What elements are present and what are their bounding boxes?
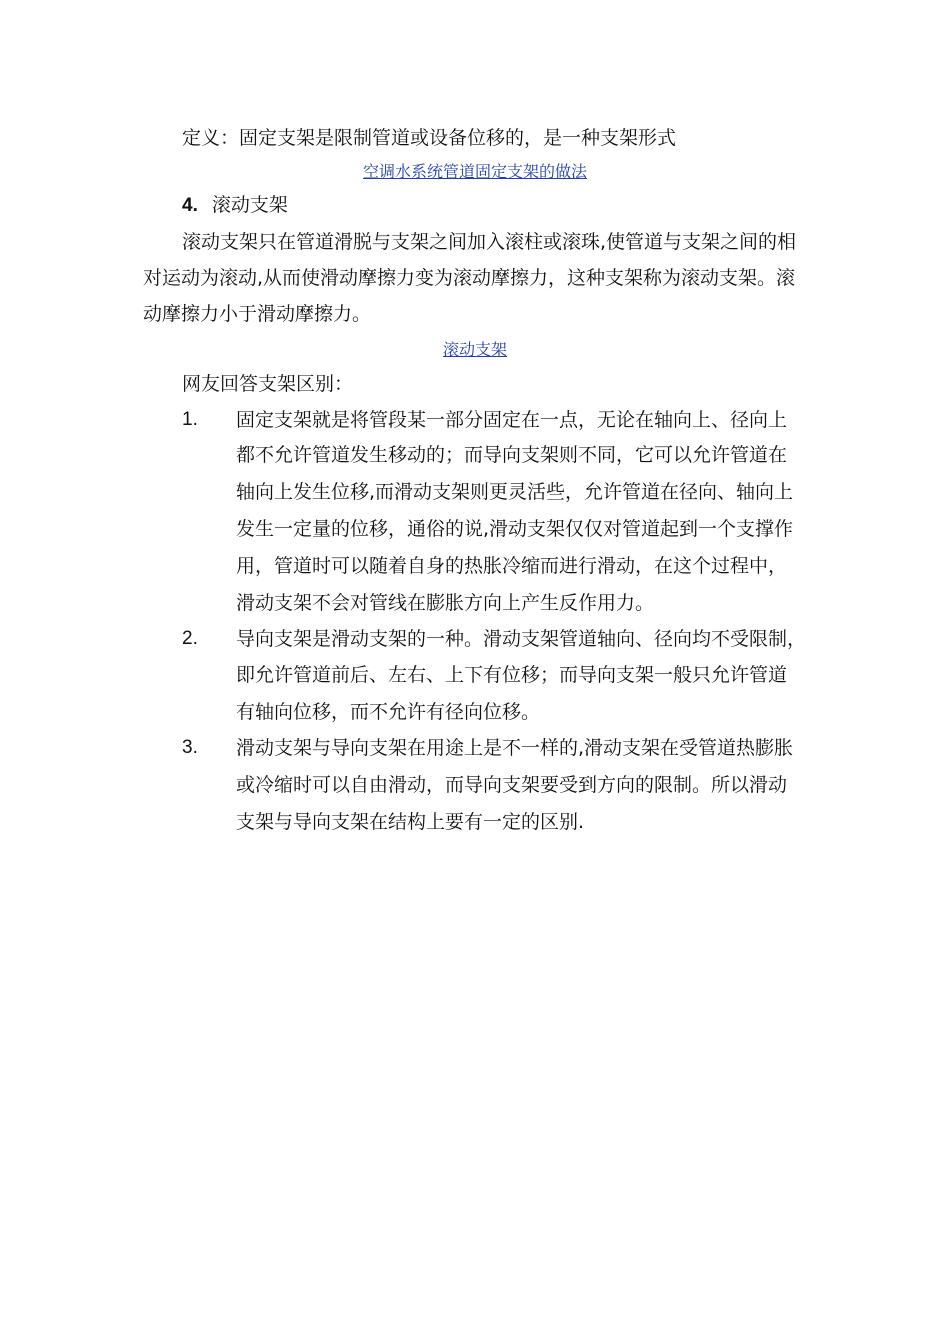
list-item-line: 导向支架是滑动支架的一种。滑动支架管道轴向、径向均不受限制， xyxy=(236,628,807,650)
list-item-line: 支架与导向支架在结构上要有一定的区别. xyxy=(236,811,585,833)
paragraph-line: 对运动为滚动,从而使滑动摩擦力变为滚动摩擦力，这种支架称为滚动支架。滚 xyxy=(143,267,796,289)
list-item-line: 或冷缩时可以自由滑动，而导向支架要受到方向的限制。所以滑动 xyxy=(236,774,788,796)
list-item-line: 有轴向位移，而不允许有径向位移。 xyxy=(236,701,541,723)
list-item-line: 轴向上发生位移,而滑动支架则更灵活些，允许管道在径向、轴向上 xyxy=(236,481,794,503)
section-title: 滚动支架 xyxy=(211,194,288,216)
list-number: 2. xyxy=(182,628,198,649)
definition-text: 定义：固定支架是限制管道或设备位移的，是一种支架形式 xyxy=(182,127,677,149)
list-item-line: 滑动支架与导向支架在用途上是不一样的,滑动支架在受管道热膨胀 xyxy=(236,737,794,759)
list-number: 3. xyxy=(182,737,198,758)
list-item-line: 滑动支架不会对管线在膨胀方向上产生反作用力。 xyxy=(236,592,655,614)
list-item-line: 都不允许管道发生移动的；而导向支架则不同，它可以允许管道在 xyxy=(236,444,788,466)
paragraph-line: 动摩擦力小于滑动摩擦力。 xyxy=(143,303,372,325)
fixed-support-method-link[interactable]: 空调水系统管道固定支架的做法 xyxy=(362,162,587,181)
list-item-line: 即允许管道前后、左右、上下有位移；而导向支架一般只允许管道 xyxy=(236,664,788,686)
list-item-line: 发生一定量的位移，通俗的说,滑动支架仅仅对管道起到一个支撑作 xyxy=(236,518,794,540)
rolling-support-link[interactable]: 滚动支架 xyxy=(442,340,507,359)
paragraph-line: 滚动支架只在管道滑脱与支架之间加入滚柱或滚珠,使管道与支架之间的相 xyxy=(182,231,797,253)
list-item-line: 固定支架就是将管段某一部分固定在一点，无论在轴向上、径向上 xyxy=(236,409,788,431)
list-item-line: 用，管道时可以随着自身的热胀冷缩而进行滑动，在这个过程中， xyxy=(236,555,788,577)
section-heading-rolling-support xyxy=(182,193,288,218)
list-number: 1. xyxy=(182,409,198,430)
section-number: 4. xyxy=(182,195,198,216)
answers-intro: 网友回答支架区别： xyxy=(182,373,354,395)
